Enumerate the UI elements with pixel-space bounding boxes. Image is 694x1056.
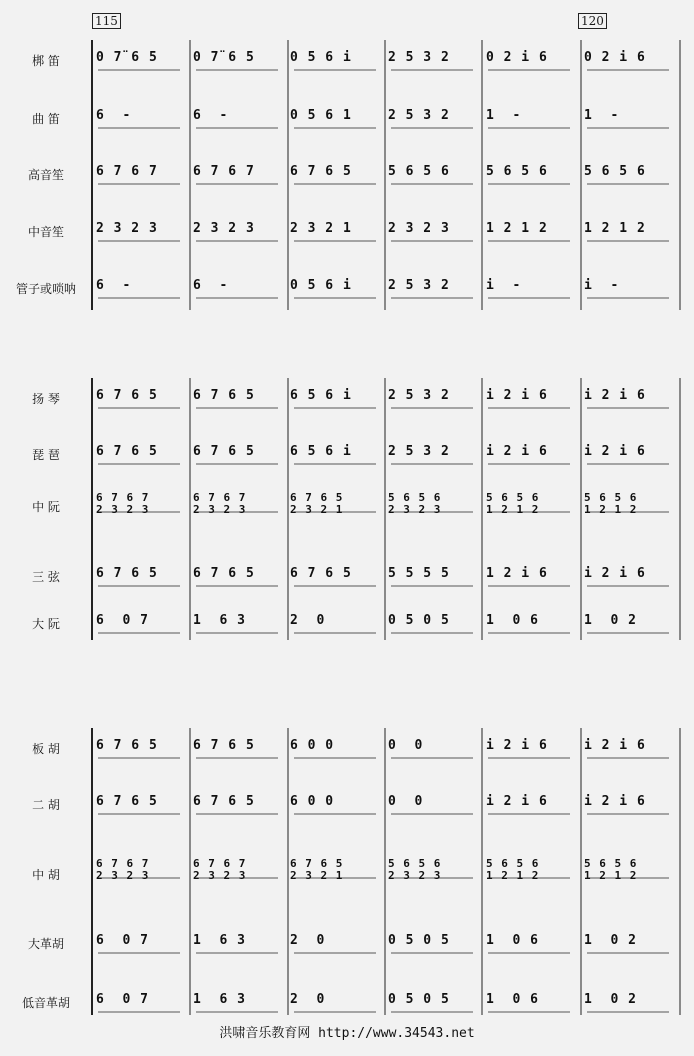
bar-notation: 0 0 bbox=[388, 794, 424, 809]
bar-notation: 0 5 0 5 bbox=[388, 613, 450, 628]
bar-notation: 2 3 2 1 bbox=[290, 221, 352, 236]
instrument-label: 低音革胡 bbox=[21, 996, 70, 1010]
bar-notation: 2 0 bbox=[290, 613, 326, 628]
instrument-label: 高音笙 bbox=[27, 168, 64, 182]
bar-notation: 5 6 5 6 bbox=[584, 164, 646, 179]
bar-notation: 6 7 6 5 bbox=[193, 388, 255, 403]
bar-notation: 6 0 0 bbox=[290, 794, 335, 809]
instrument-label: 二 胡 bbox=[32, 798, 60, 812]
bar-notation: i - bbox=[584, 278, 620, 293]
bar-notation: 5 6 5 6 bbox=[388, 164, 450, 179]
footer-text: 洪啸音乐教育网 http://www.34543.net bbox=[219, 1026, 475, 1041]
bar-notation: 6 7 6 5 2 3 2 1 bbox=[290, 491, 344, 516]
bar-notation: 0 5 6 1 bbox=[290, 108, 352, 123]
bar-notation: 6 0 7 bbox=[96, 933, 149, 948]
bar-notation: 6 7 6 7 2 3 2 3 bbox=[193, 491, 247, 516]
instrument-label: 中 阮 bbox=[32, 500, 60, 514]
bar-notation: 6 7 6 5 bbox=[193, 444, 255, 459]
bar-notation: 2 3 2 3 bbox=[388, 221, 450, 236]
bar-notation: 0 7̈ 6 5 bbox=[96, 50, 158, 65]
bar-notation: 5 6 5 6 1 2 1 2 bbox=[584, 857, 638, 882]
instrument-label: 梆 笛 bbox=[32, 54, 60, 68]
bar-notation: 6 7 6 7 bbox=[96, 164, 158, 179]
bar-notation: 6 5 6 i bbox=[290, 388, 352, 403]
bar-notation: i 2 i 6 bbox=[486, 444, 548, 459]
bar-notation: i 2 i 6 bbox=[584, 388, 646, 403]
bar-notation: 1 6 3 bbox=[193, 933, 246, 948]
bar-notation: i - bbox=[486, 278, 522, 293]
bar-notation: 6 0 7 bbox=[96, 613, 149, 628]
bar-notation: i 2 i 6 bbox=[486, 794, 548, 809]
bar-notation: 6 7 6 7 2 3 2 3 bbox=[193, 857, 247, 882]
bar-notation: 6 7 6 7 2 3 2 3 bbox=[96, 491, 150, 516]
instrument-label: 琵 琶 bbox=[32, 448, 60, 462]
bar-notation: 6 7 6 5 bbox=[96, 566, 158, 581]
bar-notation: 5 6 5 6 1 2 1 2 bbox=[486, 491, 540, 516]
bar-notation: 5 5 5 5 bbox=[388, 566, 450, 581]
bar-notation: 6 5 6 i bbox=[290, 444, 352, 459]
bar-notation: 1 0 6 bbox=[486, 933, 539, 948]
bar-notation: 2 5 3 2 bbox=[388, 444, 450, 459]
bar-notation: 6 7 6 5 2 3 2 1 bbox=[290, 857, 344, 882]
bar-notation: 2 5 3 2 bbox=[388, 108, 450, 123]
bar-notation: 1 - bbox=[584, 108, 620, 123]
bar-notation: i 2 i 6 bbox=[486, 388, 548, 403]
bar-notation: 2 0 bbox=[290, 933, 326, 948]
bar-notation: 1 2 1 2 bbox=[584, 221, 646, 236]
bar-notation: 1 0 6 bbox=[486, 992, 539, 1007]
bar-notation: 1 0 2 bbox=[584, 613, 637, 628]
bar-notation: 2 0 bbox=[290, 992, 326, 1007]
bar-notation: 2 3 2 3 bbox=[96, 221, 158, 236]
instrument-label: 管子或唢呐 bbox=[15, 282, 76, 296]
bar-notation: 6 - bbox=[193, 278, 229, 293]
bar-notation: 0 5 6 i bbox=[290, 278, 352, 293]
bar-notation: 2 5 3 2 bbox=[388, 388, 450, 403]
bar-notation: 6 7 6 7 2 3 2 3 bbox=[96, 857, 150, 882]
instrument-label: 大革胡 bbox=[27, 937, 64, 951]
bar-notation: 1 2 i 6 bbox=[486, 566, 548, 581]
bar-notation: 0 5 0 5 bbox=[388, 992, 450, 1007]
measure-number: 115 bbox=[92, 13, 121, 29]
bar-notation: 1 6 3 bbox=[193, 613, 246, 628]
bar-notation: 0 5 6 i bbox=[290, 50, 352, 65]
bar-notation: 5 6 5 6 bbox=[486, 164, 548, 179]
bar-notation: 2 3 2 3 bbox=[193, 221, 255, 236]
bar-notation: 6 7 6 5 bbox=[96, 794, 158, 809]
bar-notation: 1 - bbox=[486, 108, 522, 123]
bar-notation: 0 2 i 6 bbox=[486, 50, 548, 65]
bar-notation: 0 0 bbox=[388, 738, 424, 753]
bar-notation: 2 5 3 2 bbox=[388, 278, 450, 293]
bar-notation: 6 - bbox=[96, 108, 132, 123]
bar-notation: 0 5 0 5 bbox=[388, 933, 450, 948]
bar-notation: 6 7 6 5 bbox=[193, 794, 255, 809]
bar-notation: 1 0 2 bbox=[584, 933, 637, 948]
instrument-label: 三 弦 bbox=[32, 570, 60, 584]
bar-notation: 1 2 1 2 bbox=[486, 221, 548, 236]
bar-notation: 2 5 3 2 bbox=[388, 50, 450, 65]
bar-notation: i 2 i 6 bbox=[584, 444, 646, 459]
bar-notation: 6 7 6 5 bbox=[96, 738, 158, 753]
bar-notation: i 2 i 6 bbox=[584, 794, 646, 809]
bar-notation: 0 7̈ 6 5 bbox=[193, 50, 255, 65]
instrument-label: 大 阮 bbox=[32, 617, 60, 631]
bar-notation: 6 0 0 bbox=[290, 738, 335, 753]
instrument-label: 曲 笛 bbox=[32, 112, 60, 126]
bar-notation: 6 7 6 5 bbox=[193, 566, 255, 581]
bar-notation: 6 - bbox=[96, 278, 132, 293]
bar-notation: 6 - bbox=[193, 108, 229, 123]
instrument-label: 扬 琴 bbox=[32, 392, 60, 406]
instrument-label: 中 胡 bbox=[32, 868, 60, 882]
bar-notation: 1 0 2 bbox=[584, 992, 637, 1007]
bar-notation: i 2 i 6 bbox=[584, 566, 646, 581]
bar-notation: 6 7 6 5 bbox=[193, 738, 255, 753]
bar-notation: 5 6 5 6 2 3 2 3 bbox=[388, 491, 442, 516]
bar-notation: 5 6 5 6 1 2 1 2 bbox=[486, 857, 540, 882]
bar-notation: 6 0 7 bbox=[96, 992, 149, 1007]
bar-notation: 5 6 5 6 1 2 1 2 bbox=[584, 491, 638, 516]
bar-notation: i 2 i 6 bbox=[584, 738, 646, 753]
bar-notation: 6 7 6 5 bbox=[96, 444, 158, 459]
bar-notation: 6 7 6 7 bbox=[193, 164, 255, 179]
bar-notation: 5 6 5 6 2 3 2 3 bbox=[388, 857, 442, 882]
bar-notation: 6 7 6 5 bbox=[290, 566, 352, 581]
bar-notation: 1 6 3 bbox=[193, 992, 246, 1007]
measure-number: 120 bbox=[578, 13, 607, 29]
bar-notation: i 2 i 6 bbox=[486, 738, 548, 753]
instrument-label: 板 胡 bbox=[32, 742, 60, 756]
bar-notation: 6 7 6 5 bbox=[96, 388, 158, 403]
bar-notation: 6 7 6 5 bbox=[290, 164, 352, 179]
bar-notation: 0 2 i 6 bbox=[584, 50, 646, 65]
bar-notation: 1 0 6 bbox=[486, 613, 539, 628]
instrument-label: 中音笙 bbox=[27, 225, 64, 239]
